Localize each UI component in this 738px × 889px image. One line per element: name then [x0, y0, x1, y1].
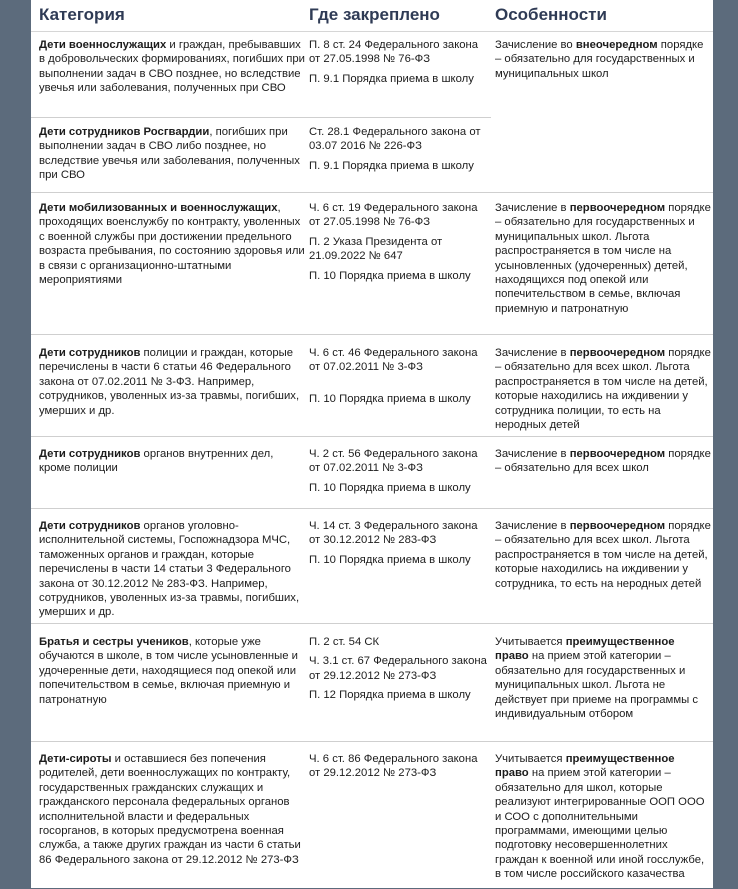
- source-cell: [309, 125, 491, 178]
- category-cell: [39, 38, 307, 96]
- category-text: полиции и граждан, которые перечислены в части 6 статьи 46 Федерального закона от 07.02.2011 № 3-ФЗ. Например, сотрудников, уволенных из-за травмы, погибших, умерших и др.: [39, 347, 300, 417]
- category-text: , проходящих военслужбу по контракту, уволенных с военной службы при достижении предельного возраста пребывания, по состоянию здоровья или в связи с организационно-штатными мероприятиями: [39, 202, 305, 287]
- category-cell: [39, 346, 307, 418]
- category-title: Дети сотрудников: [39, 347, 141, 359]
- category-text: и граждан, пребывавших в добровольческих формированиях, погибших при выполнении задач в СВО позднее, но вследствие увечья или заболевания, полученных при СВО: [39, 39, 305, 95]
- category-cell: [39, 125, 307, 183]
- features-cell: [495, 447, 711, 476]
- features-cell: [495, 346, 711, 432]
- features-highlight: первоочередном: [569, 448, 666, 460]
- features-cell: [495, 752, 711, 882]
- source-item: П. 10 Порядка приема в школу: [309, 392, 471, 405]
- source-item: П. 9.1 Порядка приема в школу: [309, 72, 474, 85]
- category-text: органов внутренних дел, кроме полиции: [39, 448, 274, 475]
- features-text: Зачисление в: [495, 347, 570, 359]
- category-cell: [39, 447, 307, 476]
- features-text: порядке – обязательно для всех школ. Льгота распространяется в том числе на детей, которые находились на иждивении у сотрудника, то есть на неродных детей: [495, 520, 711, 590]
- source-cell: [309, 38, 491, 91]
- features-cell: [495, 38, 711, 81]
- features-highlight: первоочередном: [569, 520, 666, 532]
- table-row: [31, 192, 713, 335]
- features-cell: [495, 519, 711, 591]
- source-item: П. 8 ст. 24 Федерального закона от 27.05.1998 № 76-ФЗ: [309, 39, 479, 66]
- category-title: Дети сотрудников: [39, 520, 141, 532]
- category-title: Дети военнослужащих: [39, 39, 167, 51]
- table-row: [31, 508, 713, 624]
- header-features: Особенности: [495, 5, 607, 24]
- table-row: [31, 623, 713, 742]
- category-cell: [39, 635, 307, 707]
- table-row: [31, 436, 713, 509]
- table-row: [31, 334, 713, 437]
- features-text: порядке – обязательно для всех школ. Льгота распространяется в том числе на детей, которые находились на иждивении у сотрудника полиции, то есть на неродных детей: [495, 347, 711, 432]
- source-item: Ст. 28.1 Федерального закона от 03.07 2016 № 226-ФЗ: [309, 126, 481, 153]
- category-text: органов уголовно-исполнительной системы, Госпожнадзора МЧС, таможенных органов и граждан, которые перечислены в части 14 статьи 3 Федерального закона от 30.12.2012 № 283-ФЗ. Например, сотрудников, уволенных из-за травмы, погибших, умерших и др.: [39, 520, 300, 619]
- source-item: Ч. 6 ст. 46 Федерального закона от 07.02.2011 № 3-ФЗ: [309, 347, 478, 374]
- source-item: П. 2 Указа Президента от 21.09.2022 № 647: [309, 235, 443, 263]
- category-title: Дети-сироты: [39, 753, 112, 765]
- table-row: [31, 741, 713, 889]
- source-cell: [309, 201, 491, 288]
- features-text: порядке – обязательно для государственных и муниципальных школ: [495, 39, 704, 80]
- source-item: Ч. 6 ст. 19 Федерального закона от 27.05.1998 № 76-ФЗ: [309, 202, 478, 229]
- source-cell: [309, 752, 491, 786]
- category-title: Дети сотрудников Росгвардии: [39, 126, 210, 138]
- source-item: П. 2 ст. 54 СК: [309, 636, 380, 648]
- category-title: Дети сотрудников: [39, 448, 141, 460]
- category-text: , которые уже обучаются в школе, в том числе усыновленные и удочеренные дети, находящиеся под опекой или попечительством в семье, включая приемную и патронатную: [39, 636, 298, 706]
- table-row: [31, 31, 713, 117]
- watermark-strip: [0, 0, 31, 888]
- source-item: Ч. 2 ст. 56 Федерального закона от 07.02.2011 № 3-ФЗ: [309, 448, 478, 475]
- features-text: Зачисление в: [495, 520, 570, 532]
- features-highlight: внеочередном: [575, 39, 658, 51]
- source-item: П. 10 Порядка приема в школу: [309, 553, 471, 566]
- source-item: П. 9.1 Порядка приема в школу: [309, 159, 474, 172]
- source-item: Ч. 6 ст. 86 Федерального закона от 29.12.2012 № 273-ФЗ: [309, 753, 478, 780]
- features-text: Учитывается: [495, 753, 566, 765]
- features-text: Учитывается: [495, 636, 566, 648]
- features-highlight: преимущественное право: [495, 636, 675, 663]
- features-text: порядке – обязательно для всех школ: [495, 448, 711, 475]
- category-title: Дети мобилизованных и военнослужащих: [39, 202, 278, 214]
- features-text: на прием этой категории – обязательно для государственных и муниципальных школ. Льгота не действует при приеме на программы с индивидуальным отбором: [495, 650, 699, 721]
- source-item: Ч. 14 ст. 3 Федерального закона от 30.12.2012 № 283-ФЗ: [309, 520, 478, 547]
- right-margin: [713, 0, 738, 888]
- header-category: Категория: [39, 5, 125, 24]
- category-cell: [39, 752, 307, 867]
- source-item: П. 12 Порядка приема в школу: [309, 689, 471, 702]
- features-text: Зачисление в: [495, 202, 570, 214]
- features-text: Зачисление в: [495, 448, 570, 460]
- source-cell: [309, 346, 491, 411]
- category-cell: [39, 519, 307, 620]
- source-item: П. 10 Порядка приема в школу: [309, 269, 471, 282]
- source-cell: [309, 447, 491, 500]
- features-cell: [495, 635, 711, 721]
- source-item: П. 10 Порядка приема в школу: [309, 481, 471, 494]
- features-text: Зачисление во: [495, 39, 576, 51]
- features-highlight: первоочередном: [569, 202, 666, 214]
- features-cell: [495, 201, 711, 316]
- features-highlight: преимущественное право: [495, 753, 675, 780]
- row-divider: [31, 117, 491, 118]
- source-cell: [309, 519, 491, 572]
- category-title: Братья и сестры учеников: [39, 636, 189, 648]
- category-text: и оставшиеся без попечения родителей, дети военнослужащих по контракту, государственных гражданских служащих и гражданского персонала федеральных органов исполнительной власти и федеральных госорганов, в которых предусмотрена военная служба, а также других граждан из части 6 статьи 86 Федерального закона от 29.12.2012 № 273-ФЗ: [39, 753, 301, 866]
- source-cell: [309, 635, 491, 708]
- features-text: порядке – обязательно для государственных и муниципальных школ. Льгота распространяется в том числе на усыновленных (удочеренных) детей, находящихся под опекой или попечительством в семье, включая приемную и патронатную: [495, 202, 711, 315]
- features-highlight: первоочередном: [569, 347, 666, 359]
- features-text: на прием этой категории – обязательно для школ, которые реализуют интегрированные ООП ООО и СОО с дополнительными программами, имеющими целью подготовку несовершеннолетних граждан к военной или иной госслужбе, в том числе российского казачества: [495, 767, 705, 881]
- category-text: , погибших при выполнении задач в СВО либо позднее, но вследствие увечья или заболевания, полученных при СВО: [39, 126, 300, 182]
- table-header: [31, 0, 713, 32]
- category-cell: [39, 201, 307, 287]
- source-item: Ч. 3.1 ст. 67 Федерального закона от 29.12.2012 № 273-ФЗ: [309, 655, 487, 682]
- benefits-table: [31, 0, 713, 888]
- table-row: [31, 117, 713, 192]
- header-source: Где закреплено: [309, 5, 440, 24]
